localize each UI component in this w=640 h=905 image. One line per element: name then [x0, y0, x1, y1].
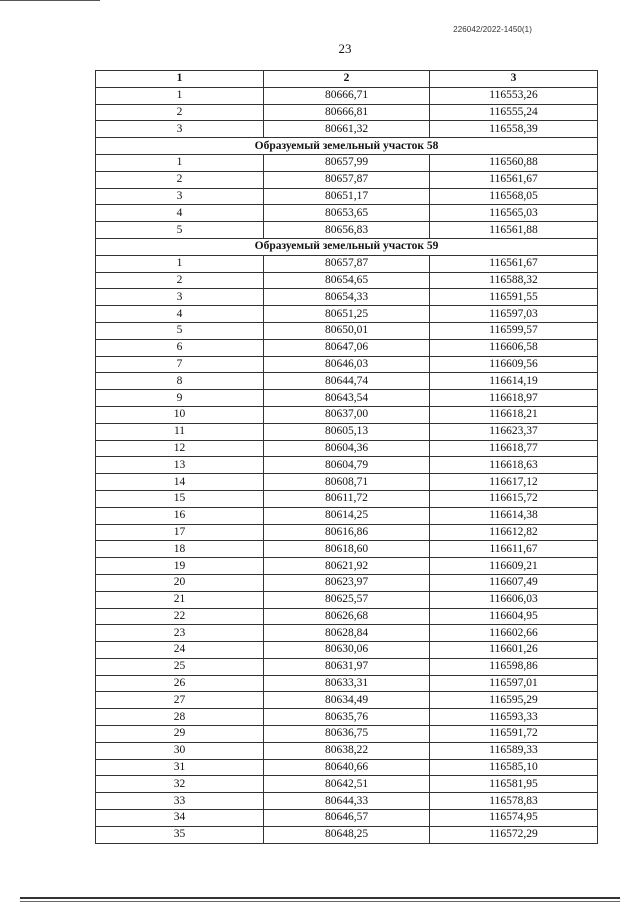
cell-x-coordinate: 80657,99	[264, 154, 430, 171]
cell-point-number: 29	[96, 726, 264, 743]
cell-y-coordinate: 116617,12	[430, 474, 598, 491]
cell-y-coordinate: 116595,29	[430, 692, 598, 709]
cell-x-coordinate: 80623,97	[264, 574, 430, 591]
cell-point-number: 32	[96, 776, 264, 793]
cell-x-coordinate: 80616,86	[264, 524, 430, 541]
cell-x-coordinate: 80618,60	[264, 541, 430, 558]
cell-x-coordinate: 80642,51	[264, 776, 430, 793]
table-row	[96, 154, 598, 171]
cell-point-number: 1	[96, 255, 264, 272]
table-row	[96, 826, 598, 843]
table-row	[96, 759, 598, 776]
cell-y-coordinate: 116611,67	[430, 541, 598, 558]
table-row	[96, 104, 598, 121]
document-id: 226042/2022-1450(1)	[453, 25, 532, 34]
cell-point-number: 6	[96, 339, 264, 356]
cell-point-number: 27	[96, 692, 264, 709]
cell-x-coordinate: 80621,92	[264, 558, 430, 575]
cell-y-coordinate: 116602,66	[430, 625, 598, 642]
cell-x-coordinate: 80628,84	[264, 625, 430, 642]
cell-x-coordinate: 80626,68	[264, 608, 430, 625]
cell-point-number: 30	[96, 742, 264, 759]
cell-y-coordinate: 116618,77	[430, 440, 598, 457]
coordinates-table-body	[96, 71, 598, 844]
cell-point-number: 4	[96, 205, 264, 222]
table-row	[96, 507, 598, 524]
table-row	[96, 574, 598, 591]
cell-y-coordinate: 116618,97	[430, 390, 598, 407]
cell-x-coordinate: 80604,79	[264, 457, 430, 474]
cell-x-coordinate: 80657,87	[264, 255, 430, 272]
table-row	[96, 306, 598, 323]
cell-y-coordinate: 116578,83	[430, 793, 598, 810]
cell-point-number: 2	[96, 272, 264, 289]
table-row	[96, 356, 598, 373]
cell-point-number: 12	[96, 440, 264, 457]
page-number: 23	[338, 41, 352, 56]
cell-y-coordinate: 116607,49	[430, 574, 598, 591]
table-row	[96, 558, 598, 575]
table-row	[96, 171, 598, 188]
cell-point-number: 1	[96, 87, 264, 104]
cell-x-coordinate: 80656,83	[264, 222, 430, 239]
cell-x-coordinate: 80625,57	[264, 591, 430, 608]
cell-point-number: 5	[96, 222, 264, 239]
cell-y-coordinate: 116618,21	[430, 406, 598, 423]
cell-point-number: 2	[96, 104, 264, 121]
cell-x-coordinate: 80605,13	[264, 423, 430, 440]
cell-x-coordinate: 80638,22	[264, 742, 430, 759]
cell-x-coordinate: 80661,32	[264, 121, 430, 138]
table-row	[96, 440, 598, 457]
cell-point-number: 35	[96, 826, 264, 843]
cell-point-number: 11	[96, 423, 264, 440]
section-title: Образуемый земельный участок 58	[96, 138, 598, 155]
cell-point-number: 26	[96, 675, 264, 692]
cell-y-coordinate: 116589,33	[430, 742, 598, 759]
cell-point-number: 33	[96, 793, 264, 810]
table-row	[96, 406, 598, 423]
table-row	[96, 591, 598, 608]
table-row	[96, 776, 598, 793]
cell-point-number: 2	[96, 171, 264, 188]
cell-x-coordinate: 80643,54	[264, 390, 430, 407]
cell-x-coordinate: 80654,33	[264, 289, 430, 306]
cell-point-number: 16	[96, 507, 264, 524]
section-header-row	[96, 238, 598, 255]
cell-point-number: 1	[96, 154, 264, 171]
cell-x-coordinate: 80644,33	[264, 793, 430, 810]
cell-point-number: 3	[96, 289, 264, 306]
cell-point-number: 18	[96, 541, 264, 558]
header-cell-point-number: 1	[96, 71, 264, 88]
table-row	[96, 726, 598, 743]
table-row	[96, 608, 598, 625]
cell-x-coordinate: 80646,57	[264, 810, 430, 827]
cell-x-coordinate: 80635,76	[264, 709, 430, 726]
table-row	[96, 541, 598, 558]
cell-y-coordinate: 116565,03	[430, 205, 598, 222]
cell-y-coordinate: 116568,05	[430, 188, 598, 205]
table-row	[96, 474, 598, 491]
cell-x-coordinate: 80653,65	[264, 205, 430, 222]
cell-x-coordinate: 80630,06	[264, 642, 430, 659]
cell-x-coordinate: 80611,72	[264, 490, 430, 507]
table-row	[96, 322, 598, 339]
cell-y-coordinate: 116597,01	[430, 675, 598, 692]
cell-y-coordinate: 116618,63	[430, 457, 598, 474]
table-row	[96, 742, 598, 759]
cell-x-coordinate: 80631,97	[264, 658, 430, 675]
cell-point-number: 14	[96, 474, 264, 491]
cell-y-coordinate: 116593,33	[430, 709, 598, 726]
table-row	[96, 709, 598, 726]
cell-point-number: 22	[96, 608, 264, 625]
cell-x-coordinate: 80634,49	[264, 692, 430, 709]
table-row	[96, 255, 598, 272]
cell-y-coordinate: 116609,21	[430, 558, 598, 575]
cell-x-coordinate: 80651,25	[264, 306, 430, 323]
table-row	[96, 793, 598, 810]
cell-y-coordinate: 116561,88	[430, 222, 598, 239]
cell-y-coordinate: 116604,95	[430, 608, 598, 625]
cell-y-coordinate: 116561,67	[430, 171, 598, 188]
cell-x-coordinate: 80640,66	[264, 759, 430, 776]
table-header-row	[96, 71, 598, 88]
table-row	[96, 423, 598, 440]
cell-point-number: 24	[96, 642, 264, 659]
table-row	[96, 390, 598, 407]
cell-y-coordinate: 116591,72	[430, 726, 598, 743]
table-row	[96, 121, 598, 138]
cell-y-coordinate: 116553,26	[430, 87, 598, 104]
table-row	[96, 457, 598, 474]
cell-point-number: 21	[96, 591, 264, 608]
cell-point-number: 31	[96, 759, 264, 776]
cell-point-number: 25	[96, 658, 264, 675]
table-row	[96, 222, 598, 239]
cell-point-number: 9	[96, 390, 264, 407]
cell-x-coordinate: 80647,06	[264, 339, 430, 356]
cell-y-coordinate: 116597,03	[430, 306, 598, 323]
section-header-row	[96, 138, 598, 155]
table-row	[96, 339, 598, 356]
cell-y-coordinate: 116598,86	[430, 658, 598, 675]
header-cell-x: 2	[264, 71, 430, 88]
header-cell-y: 3	[430, 71, 598, 88]
table-row	[96, 272, 598, 289]
cell-x-coordinate: 80604,36	[264, 440, 430, 457]
cell-point-number: 20	[96, 574, 264, 591]
cell-y-coordinate: 116614,38	[430, 507, 598, 524]
cell-point-number: 3	[96, 188, 264, 205]
cell-x-coordinate: 80666,71	[264, 87, 430, 104]
table-row	[96, 373, 598, 390]
cell-x-coordinate: 80636,75	[264, 726, 430, 743]
cell-y-coordinate: 116560,88	[430, 154, 598, 171]
cell-x-coordinate: 80657,87	[264, 171, 430, 188]
cell-point-number: 34	[96, 810, 264, 827]
table-row	[96, 642, 598, 659]
cell-y-coordinate: 116581,95	[430, 776, 598, 793]
cell-point-number: 23	[96, 625, 264, 642]
cell-y-coordinate: 116574,95	[430, 810, 598, 827]
cell-point-number: 10	[96, 406, 264, 423]
bottom-rule	[20, 897, 620, 899]
table-row	[96, 87, 598, 104]
cell-x-coordinate: 80648,25	[264, 826, 430, 843]
cell-point-number: 19	[96, 558, 264, 575]
cell-point-number: 8	[96, 373, 264, 390]
coordinates-table	[95, 70, 598, 844]
cell-point-number: 4	[96, 306, 264, 323]
cell-y-coordinate: 116614,19	[430, 373, 598, 390]
bottom-rule-thin	[20, 901, 620, 902]
cell-y-coordinate: 116606,58	[430, 339, 598, 356]
cell-point-number: 13	[96, 457, 264, 474]
cell-point-number: 7	[96, 356, 264, 373]
table-row	[96, 524, 598, 541]
cell-x-coordinate: 80637,00	[264, 406, 430, 423]
cell-y-coordinate: 116585,10	[430, 759, 598, 776]
top-edge-rule	[0, 0, 100, 1]
cell-y-coordinate: 116609,56	[430, 356, 598, 373]
cell-x-coordinate: 80608,71	[264, 474, 430, 491]
cell-y-coordinate: 116612,82	[430, 524, 598, 541]
cell-point-number: 5	[96, 322, 264, 339]
cell-y-coordinate: 116558,39	[430, 121, 598, 138]
section-title: Образуемый земельный участок 59	[96, 238, 598, 255]
cell-y-coordinate: 116601,26	[430, 642, 598, 659]
cell-x-coordinate: 80633,31	[264, 675, 430, 692]
cell-x-coordinate: 80614,25	[264, 507, 430, 524]
cell-x-coordinate: 80650,01	[264, 322, 430, 339]
cell-point-number: 17	[96, 524, 264, 541]
cell-x-coordinate: 80646,03	[264, 356, 430, 373]
cell-y-coordinate: 116623,37	[430, 423, 598, 440]
cell-x-coordinate: 80654,65	[264, 272, 430, 289]
cell-y-coordinate: 116555,24	[430, 104, 598, 121]
cell-point-number: 15	[96, 490, 264, 507]
table-row	[96, 625, 598, 642]
cell-point-number: 28	[96, 709, 264, 726]
table-row	[96, 692, 598, 709]
table-row	[96, 675, 598, 692]
cell-x-coordinate: 80666,81	[264, 104, 430, 121]
cell-x-coordinate: 80644,74	[264, 373, 430, 390]
cell-y-coordinate: 116615,72	[430, 490, 598, 507]
cell-y-coordinate: 116606,03	[430, 591, 598, 608]
table-row	[96, 658, 598, 675]
table-row	[96, 490, 598, 507]
cell-point-number: 3	[96, 121, 264, 138]
cell-y-coordinate: 116588,32	[430, 272, 598, 289]
cell-y-coordinate: 116572,29	[430, 826, 598, 843]
table-row	[96, 188, 598, 205]
table-row	[96, 289, 598, 306]
cell-y-coordinate: 116561,67	[430, 255, 598, 272]
cell-y-coordinate: 116599,57	[430, 322, 598, 339]
cell-y-coordinate: 116591,55	[430, 289, 598, 306]
table-row	[96, 205, 598, 222]
table-row	[96, 810, 598, 827]
cell-x-coordinate: 80651,17	[264, 188, 430, 205]
